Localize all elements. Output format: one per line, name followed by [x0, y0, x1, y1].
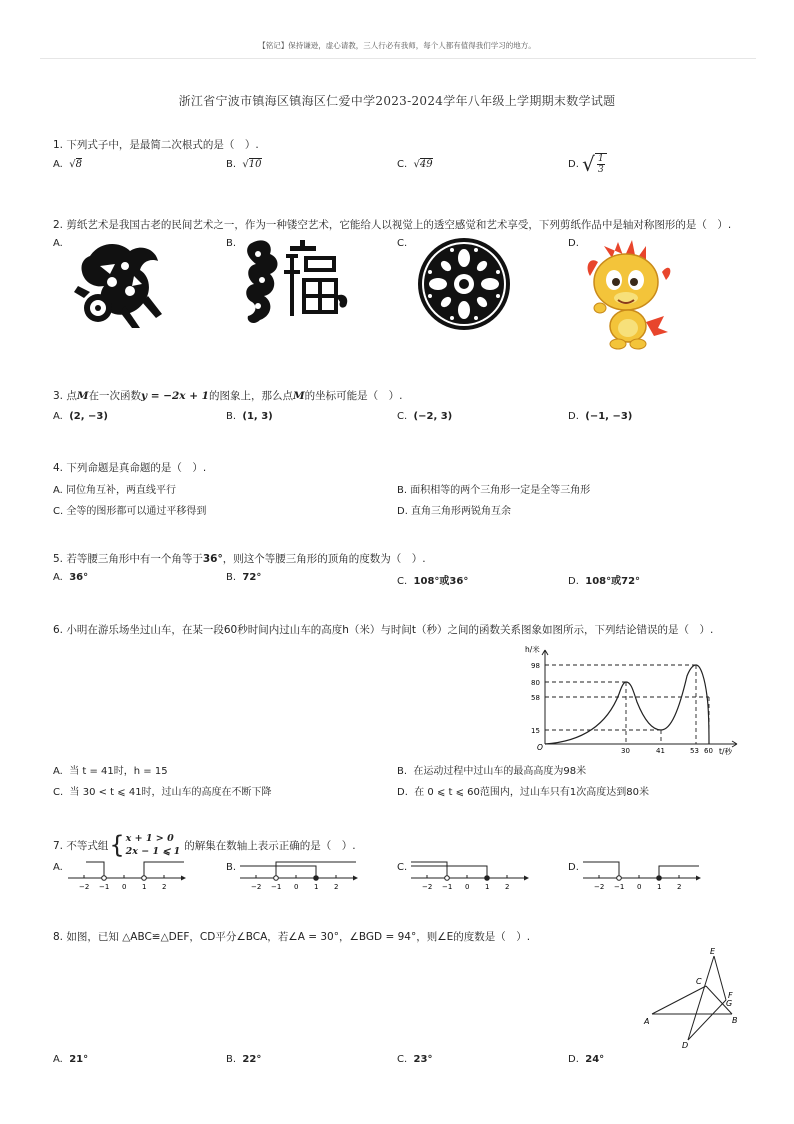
- q8-option-d[interactable]: [568, 1054, 604, 1065]
- tick-neg2: −2: [594, 883, 605, 891]
- q6-a-label: A.: [53, 766, 63, 777]
- segment-ac: [652, 986, 706, 1014]
- q6-option-b[interactable]: [397, 762, 586, 777]
- q8-triangle-figure: [640, 944, 750, 1050]
- x-tick-60: 60: [704, 747, 713, 755]
- q1-option-c[interactable]: [397, 159, 433, 170]
- tick-1: 1: [314, 883, 319, 891]
- dragon-papercut-image[interactable]: [70, 236, 168, 332]
- tick-1: 1: [485, 883, 490, 891]
- q5-c-value: 108°或36°: [413, 576, 469, 587]
- round-papercut-image[interactable]: [416, 236, 512, 332]
- q8-c-label: C.: [397, 1054, 408, 1065]
- q5-d-value: 108°或72°: [585, 576, 641, 587]
- q3-option-c[interactable]: [397, 411, 452, 422]
- sqrt-icon: √: [582, 152, 595, 176]
- q8-c-value: 23°: [413, 1054, 433, 1065]
- q1-option-d[interactable]: [568, 153, 607, 175]
- height-curve: [545, 665, 709, 744]
- label-b: B: [732, 1016, 738, 1025]
- segment-ef: [714, 956, 726, 1000]
- q5-angle: 36°: [202, 553, 223, 565]
- q2-a-label[interactable]: A.: [53, 238, 63, 249]
- q8-b-value: 22°: [242, 1054, 262, 1065]
- q3-point-m: M: [76, 390, 89, 402]
- q5-option-c[interactable]: [397, 572, 468, 587]
- q8-stem: 8. 如图，已知 △ABC≌△DEF，CD平分∠BCA，若∠A = 30°，∠BGD = 94°，则∠E的度数是（ ）.: [53, 931, 531, 943]
- q6-d-label: D.: [397, 787, 408, 798]
- q7-ineq-1: x + 1 > 0: [125, 833, 174, 844]
- q5-stem-post: ，则这个等腰三角形的顶角的度数为（ ）.: [222, 553, 426, 565]
- label-d: D: [682, 1041, 689, 1050]
- y-axis-label: h/米: [525, 645, 540, 654]
- tick-2: 2: [334, 883, 339, 891]
- sqrt-icon: √: [413, 159, 420, 170]
- q3-c-value: (−2, 3): [413, 411, 453, 422]
- q1-c-label: C.: [397, 159, 408, 170]
- q8-option-b[interactable]: [226, 1054, 261, 1065]
- q3-a-label: A.: [53, 411, 63, 422]
- header-divider: [40, 58, 756, 59]
- tick-neg1: −1: [614, 883, 625, 891]
- q2-d-label[interactable]: D.: [568, 238, 579, 249]
- q5-a-value: 36°: [69, 572, 89, 583]
- q8-a-label: A.: [53, 1054, 63, 1065]
- q5-stem-pre: 5. 若等腰三角形中有一个角等于: [53, 553, 203, 565]
- q3-option-b[interactable]: [226, 411, 273, 422]
- label-a: A: [644, 1017, 650, 1026]
- q3-b-label: B.: [226, 411, 237, 422]
- q7-stem: [53, 832, 356, 858]
- q7-c-label[interactable]: C.: [397, 862, 408, 873]
- q8-b-label: B.: [226, 1054, 237, 1065]
- q2-stem: 2. 剪纸艺术是我国古老的民间艺术之一，作为一种镂空艺术，它能给人以视觉上的透空感觉和艺术享受，下列剪纸作品中是轴对称图形的是（ ）.: [53, 219, 732, 231]
- label-f: F: [728, 991, 733, 1000]
- q1-d-denominator: 3: [597, 165, 604, 175]
- q5-stem: [53, 551, 426, 566]
- guide-lines: [545, 665, 709, 744]
- q7-option-c-number-line[interactable]: [409, 856, 533, 894]
- q5-c-label: C.: [397, 576, 408, 587]
- q6-c-label: C.: [53, 787, 64, 798]
- q4-option-c[interactable]: C. 全等的图形都可以通过平移得到: [53, 506, 207, 517]
- tick-neg2: −2: [79, 883, 90, 891]
- q7-ineq-2: 2x − 1 ⩽ 1: [125, 846, 181, 857]
- q7-b-label[interactable]: B.: [226, 862, 237, 873]
- x-tick-41: 41: [656, 747, 665, 755]
- q1-b-label: B.: [226, 159, 237, 170]
- brace-icon: {: [109, 831, 125, 859]
- q3-stem-pre: 3. 点: [53, 390, 77, 402]
- y-tick-58: 58: [531, 694, 540, 702]
- q7-system: [126, 832, 181, 858]
- q7-option-d-number-line[interactable]: [581, 856, 705, 894]
- origin-label: O: [537, 743, 543, 752]
- q5-d-label: D.: [568, 576, 579, 587]
- tick-neg1: −1: [271, 883, 282, 891]
- q7-stem-post: 的解集在数轴上表示正确的是（ ）.: [184, 839, 356, 852]
- q1-d-label: D.: [568, 158, 579, 170]
- q5-option-d[interactable]: [568, 572, 640, 587]
- cartoon-dragon-image[interactable]: [584, 236, 674, 354]
- q6-option-a[interactable]: [53, 762, 168, 777]
- q8-a-value: 21°: [69, 1054, 89, 1065]
- q6-b-text: 在运动过程中过山车的最高高度为98米: [413, 766, 587, 777]
- y-tick-80: 80: [531, 679, 540, 687]
- q3-function: y = −2x + 1: [140, 390, 209, 402]
- q1-d-numerator: 1: [597, 154, 604, 164]
- fu-dragon-papercut-image[interactable]: [240, 236, 352, 332]
- q3-c-label: C.: [397, 411, 408, 422]
- tick-neg2: −2: [251, 883, 262, 891]
- q7-option-a-number-line[interactable]: [66, 856, 190, 894]
- q8-d-label: D.: [568, 1054, 579, 1065]
- q3-b-value: (1, 3): [242, 411, 273, 422]
- q3-d-value: (−1, −3): [585, 411, 633, 422]
- q3-option-a[interactable]: [53, 411, 108, 422]
- q8-option-c[interactable]: [397, 1054, 432, 1065]
- q8-option-a[interactable]: [53, 1054, 88, 1065]
- tick-0: 0: [465, 883, 470, 891]
- q4-option-b[interactable]: B. 面积相等的两个三角形一定是全等三角形: [397, 485, 591, 496]
- sqrt-icon: √: [242, 159, 249, 170]
- q3-a-value: (2, −3): [69, 411, 108, 422]
- q6-option-c[interactable]: [53, 783, 272, 798]
- q1-a-value: 8: [75, 159, 82, 170]
- q1-option-b[interactable]: [226, 159, 262, 170]
- q6-c-text: 当 30 < t ⩽ 41时，过山车的高度在不断下降: [69, 787, 272, 798]
- q6-stem: 6. 小明在游乐场坐过山车，在某一段60秒时间内过山车的高度h（米）与时间t（秒）之间的函数关系图象如图所示，下列结论错误的是（ ）.: [53, 624, 714, 636]
- q6-option-d[interactable]: [397, 783, 649, 798]
- q5-a-label: A.: [53, 572, 63, 583]
- q5-option-b[interactable]: [226, 572, 261, 583]
- q3-point-m2: M: [292, 390, 305, 402]
- q1-d-fraction: [595, 153, 607, 175]
- tick-2: 2: [505, 883, 510, 891]
- tick-neg1: −1: [99, 883, 110, 891]
- q5-b-value: 72°: [242, 572, 262, 583]
- q3-stem: [53, 388, 402, 403]
- q4-option-a[interactable]: A. 同位角互补，两直线平行: [53, 485, 177, 496]
- q7-stem-pre: 7. 不等式组: [53, 839, 109, 852]
- q3-d-label: D.: [568, 411, 579, 422]
- tick-2: 2: [162, 883, 167, 891]
- x-axis-label: t/秒: [719, 747, 732, 756]
- q6-a-text: 当 t = 41时，h = 15: [69, 766, 168, 777]
- q6-d-text: 在 0 ⩽ t ⩽ 60范围内，过山车只有1次高度达到80米: [414, 787, 649, 798]
- q7-option-b-number-line[interactable]: [238, 856, 362, 894]
- q1-c-value: 49: [419, 159, 433, 170]
- sqrt-icon: √: [69, 159, 76, 170]
- y-tick-98: 98: [531, 662, 540, 670]
- y-tick-15: 15: [531, 727, 540, 735]
- q8-d-value: 24°: [585, 1054, 605, 1065]
- tick-0: 0: [122, 883, 127, 891]
- q3-stem-mid: 在一次函数: [88, 390, 141, 402]
- tick-0: 0: [294, 883, 299, 891]
- segment-de: [688, 956, 714, 1040]
- q3-option-d[interactable]: [568, 411, 632, 422]
- q3-stem-end: 的坐标可能是（ ）.: [304, 390, 403, 402]
- x-tick-53: 53: [690, 747, 699, 755]
- tick-0: 0: [637, 883, 642, 891]
- q6-b-label: B.: [397, 766, 408, 777]
- tick-1: 1: [142, 883, 147, 891]
- header-banner: 【铭记】保持谦逊，虚心请教，三人行必有我师，每个人都有值得我们学习的地方。: [258, 41, 536, 50]
- q1-option-a[interactable]: [53, 159, 82, 170]
- label-g: G: [726, 999, 733, 1008]
- q7-d-label[interactable]: D.: [568, 862, 579, 873]
- x-tick-30: 30: [621, 747, 630, 755]
- label-e: E: [710, 947, 716, 956]
- q1-b-value: 10: [248, 159, 262, 170]
- q1-stem: 1. 下列式子中，是最简二次根式的是（ ）.: [53, 139, 259, 151]
- q2-c-label[interactable]: C.: [397, 238, 408, 249]
- q5-b-label: B.: [226, 572, 237, 583]
- tick-2: 2: [677, 883, 682, 891]
- q4-stem: 4. 下列命题是真命题的是（ ）.: [53, 462, 207, 474]
- label-c: C: [696, 977, 702, 986]
- q1-a-label: A.: [53, 159, 63, 170]
- q5-option-a[interactable]: [53, 572, 88, 583]
- q6-height-time-graph: [515, 640, 745, 760]
- tick-neg2: −2: [422, 883, 433, 891]
- q4-option-d[interactable]: D. 直角三角形两锐角互余: [397, 506, 512, 517]
- q3-stem-post: 的图象上，那么点: [208, 390, 293, 402]
- q2-b-label[interactable]: B.: [226, 238, 237, 249]
- page-title: 浙江省宁波市镇海区镇海区仁爱中学2023-2024学年八年级上学期期末数学试题: [178, 94, 616, 108]
- tick-1: 1: [657, 883, 662, 891]
- tick-neg1: −1: [442, 883, 453, 891]
- q7-a-label[interactable]: A.: [53, 862, 63, 873]
